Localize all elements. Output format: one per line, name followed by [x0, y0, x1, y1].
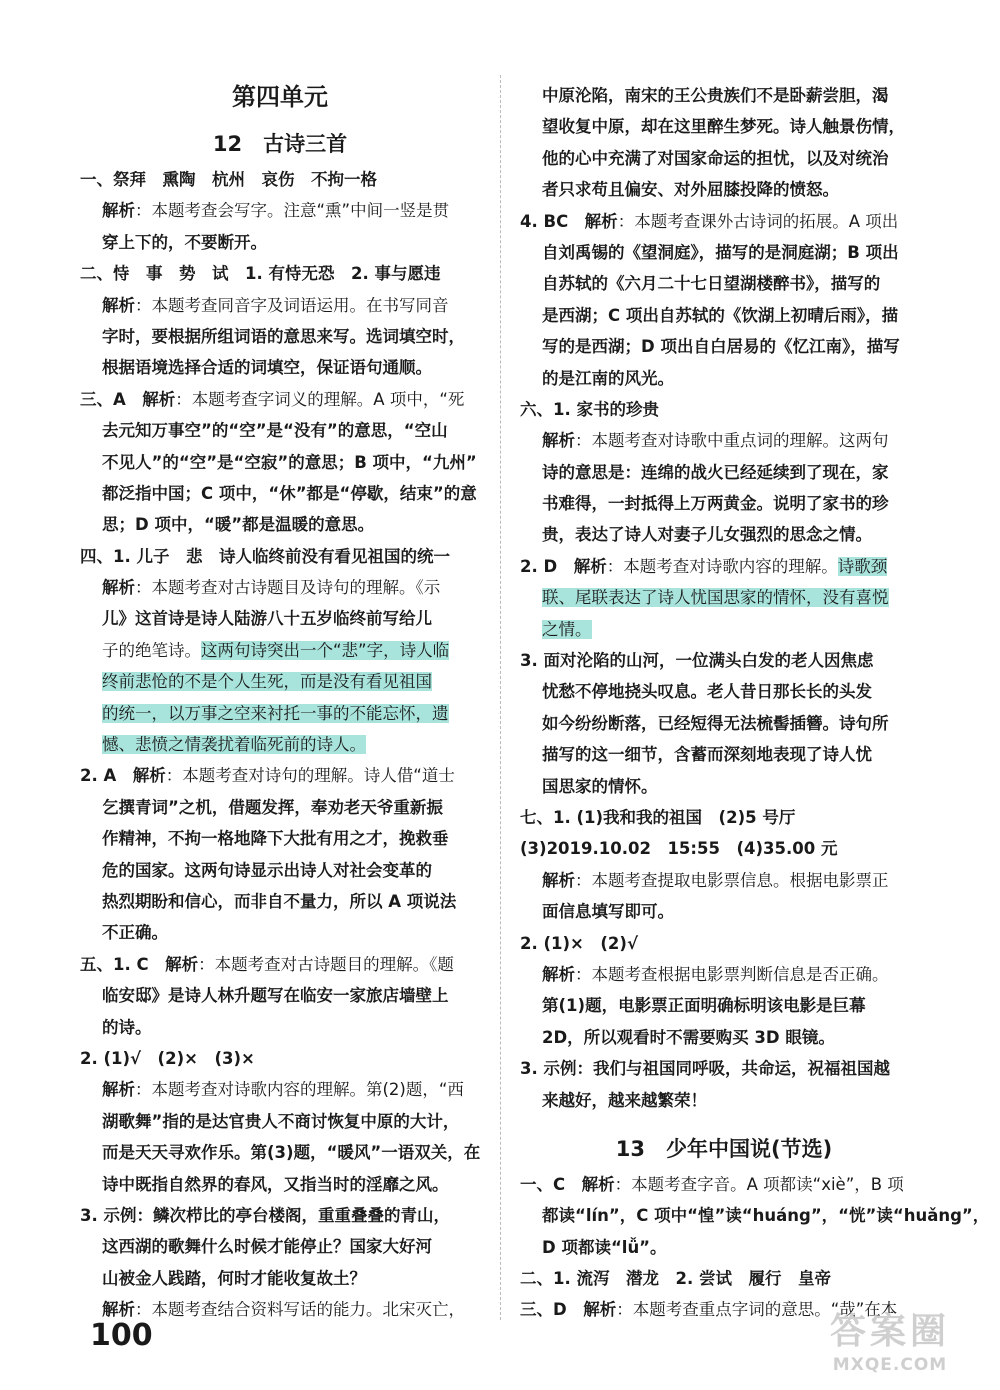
answer-line	[520, 300, 928, 331]
line-label: 贵，表达了诗人对妻子儿女强烈的思念之情。	[542, 525, 872, 545]
answer-line	[520, 206, 928, 237]
line-text: ：本题考查结合资料写话的能力。北宋灭亡，	[135, 1300, 465, 1320]
answer-line	[80, 886, 480, 917]
answer-line	[520, 394, 928, 425]
answer-line	[80, 917, 480, 948]
answer-line	[80, 195, 480, 226]
answer-line	[80, 1169, 480, 1200]
column-divider	[500, 75, 501, 1320]
answer-line	[80, 1012, 480, 1043]
line-label: 解析	[102, 201, 135, 221]
left-column	[80, 80, 480, 1325]
answer-line	[80, 949, 480, 980]
answer-line	[520, 1232, 928, 1263]
watermark-url: MXQE.COM	[832, 1355, 948, 1375]
right-column	[520, 80, 990, 1326]
answer-line	[80, 603, 480, 634]
answer-line	[80, 290, 480, 321]
line-label: 临安邸》是诗人林升题写在临安一家旅店墙壁上	[102, 986, 449, 1006]
answer-line	[520, 331, 928, 362]
answer-line	[520, 771, 928, 802]
answer-line	[520, 1200, 990, 1231]
line-label: 3. 面对沦陷的山河，一位满头白发的老人因焦虑	[520, 651, 874, 671]
line-label: 这西湖的歌舞什么时候才能停止？国家大好河	[102, 1237, 432, 1257]
line-label: 中原沦陷，南宋的王公贵族们不是卧薪尝胆，渴	[542, 86, 889, 105]
answer-line	[80, 321, 480, 352]
answer-line	[520, 268, 928, 299]
line-label: 3. 示例：鳞次栉比的亭台楼阁，重重叠叠的青山，	[80, 1205, 450, 1225]
line-label: 思；D 项中，“暖”都是温暖的意思。	[102, 515, 375, 535]
line-label: 乞撰青词”之机，借题发挥，奉劝老天爷重新振	[102, 797, 443, 817]
line-label: 2. (1)√ (2)× (3)×	[80, 1048, 255, 1068]
line-text: ：本题考查对古诗题目及诗句的理解。《示	[135, 578, 441, 598]
line-label: 不见人”的“空”是“空寂”的意思；B 项中，“九州”	[102, 452, 477, 472]
line-label: 七、1. (1)我和我的祖国 (2)5 号厅	[520, 807, 796, 827]
line-label: 4. BC 解析	[520, 211, 618, 231]
line-label: 者只求苟且偏安、对外屈膝投降的愤怒。	[542, 180, 839, 200]
line-label: 诗的意思是：连绵的战火已经延续到了现在，家	[542, 462, 889, 482]
line-label: 解析	[102, 578, 135, 598]
line-label: D 项都读“lǚ”。	[542, 1237, 667, 1257]
answer-line	[80, 729, 480, 760]
answer-line	[80, 227, 480, 258]
line-label: 如今纷纷断落，已经短得无法梳髻插簪。诗句所	[542, 713, 889, 733]
answer-line	[80, 855, 480, 886]
line-text: ：本题考查会写字。注意“熏”中间一竖是贯	[135, 201, 450, 221]
answer-line	[80, 572, 480, 603]
answer-line	[520, 676, 928, 707]
line-label: 2. D 解析	[520, 556, 607, 576]
line-text: ：本题考查字词义的理解。A 项中，“死	[175, 389, 465, 409]
line-label: 都读“lín”，C 项中“惶”读“huáng”，“恍”读“huǎng”，	[542, 1206, 990, 1226]
line-label: 危的国家。这两句诗显示出诗人对社会变革的	[102, 860, 432, 880]
answer-line	[80, 666, 480, 697]
line-text: ：本题考查对诗歌中重点词的理解。这两句	[575, 431, 889, 451]
line-label: 二、恃 事 势 试 1. 有恃无恐 2. 事与愿违	[80, 264, 441, 284]
answer-line	[520, 551, 928, 582]
answer-line	[520, 1263, 928, 1294]
line-label: 他的心中充满了对国家命运的担忧，以及对统治	[542, 148, 889, 168]
answer-line	[520, 1169, 928, 1200]
left-answer-lines	[80, 164, 480, 1325]
line-label: 2D，所以观看时不需要购买 3D 眼镜。	[542, 1027, 835, 1047]
line-label: 2. A 解析	[80, 766, 166, 786]
answer-line	[520, 1022, 928, 1053]
highlighted-text: 憾、悲愤之情袭扰着临死前的诗人。	[102, 735, 366, 755]
line-label: 不正确。	[102, 923, 168, 943]
line-label: 解析	[542, 870, 575, 890]
line-label: 穿上下的，不要断开。	[102, 232, 267, 252]
line-text: ：本题考查对诗句的理解。诗人借“道士	[165, 766, 455, 786]
line-label: 儿》这首诗是诗人陆游八十五岁临终前写给儿	[102, 609, 432, 629]
answer-line	[520, 645, 928, 676]
answer-line	[520, 143, 928, 174]
line-label: 四、1. 儿子 悲 诗人临终前没有看见祖国的统一	[80, 546, 450, 566]
answer-line	[520, 896, 928, 927]
answer-line	[80, 823, 480, 854]
answer-line	[520, 802, 928, 833]
answer-line	[80, 1074, 480, 1105]
line-label: 六、1. 家书的珍贵	[520, 399, 659, 419]
line-text: 子的绝笔诗。	[102, 640, 201, 660]
line-label: 望收复中原，却在这里醉生梦死。诗人触景伤情，	[542, 117, 905, 137]
line-label: (3)2019.10.02 15:55 (4)35.00 元	[520, 839, 838, 859]
line-label: 山被金人践踏，何时才能收复故土？	[102, 1268, 366, 1288]
highlighted-text: 诗歌颈	[837, 556, 888, 576]
highlighted-text: 终前悲怆的不是个人生死，而是没有看见祖国	[102, 672, 432, 692]
line-label: 解析	[542, 964, 575, 984]
line-text: ：本题考查课外古诗词的拓展。A 项出	[617, 211, 899, 231]
answer-line	[80, 1106, 480, 1137]
line-label: 作精神，不拘一格地降下大批有用之才，挽救垂	[102, 829, 449, 849]
line-label: 湖歌舞”指的是达官贵人不商讨恢复中原的大计，	[102, 1111, 460, 1131]
watermark-main: 答案圈	[829, 1311, 950, 1352]
answer-line	[520, 739, 928, 770]
answer-line	[520, 959, 928, 990]
answer-line	[80, 541, 480, 572]
line-label: 面信息填写即可。	[542, 902, 674, 922]
line-label: 自刘禹锡的《望洞庭》，描写的是洞庭湖；B 项出	[542, 242, 899, 262]
line-label: 2. (1)× (2)√	[520, 933, 638, 953]
answer-line	[520, 488, 928, 519]
line-label: 热烈期盼和信心，而非自不量力，所以 A 项说法	[102, 891, 457, 911]
line-label: 去元知万事空”的“空”是“没有”的意思，“空山	[102, 421, 448, 441]
line-label: 3. 示例：我们与祖国同呼吸，共命运，祝福祖国越	[520, 1059, 890, 1079]
answer-line	[80, 1137, 480, 1168]
line-label: 字时，要根据所组词语的意思来写。选词填空时，	[102, 326, 465, 346]
line-label: 书难得，一封抵得上万两黄金。说明了家书的珍	[542, 494, 889, 514]
answer-line	[80, 1231, 480, 1262]
page-number: 100	[90, 1318, 153, 1353]
line-label: 解析	[542, 431, 575, 451]
answer-line	[80, 635, 480, 666]
line-label: 一、C 解析	[520, 1174, 615, 1194]
answer-line	[520, 237, 928, 268]
answer-line	[520, 519, 928, 550]
answer-line	[80, 760, 480, 791]
line-label: 描写的这一细节，含蓄而深刻地表现了诗人忧	[542, 745, 872, 765]
line-label: 的是江南的风光。	[542, 368, 674, 388]
answer-line	[520, 425, 928, 456]
answer-line	[80, 1043, 480, 1074]
line-label: 一、祭拜 熏陶 杭州 哀伤 不拘一格	[80, 170, 377, 189]
line-text: ：本题考查对诗歌内容的理解。	[606, 556, 838, 576]
answer-line	[80, 447, 480, 478]
answer-line	[520, 990, 928, 1021]
answer-line	[80, 1200, 480, 1231]
answer-line	[80, 164, 480, 195]
line-label: 第(1)题，电影票正面明确标明该电影是巨幕	[542, 996, 866, 1016]
answer-line	[80, 352, 480, 383]
line-text: ：本题考查根据电影票判断信息是否正确。	[575, 964, 889, 984]
line-label: 忧愁不停地挠头叹息。老人昔日那长长的头发	[542, 682, 872, 702]
line-label: 自苏轼的《六月二十七日望湖楼醉书》，描写的	[542, 274, 881, 294]
lesson-13-answer-lines	[520, 1169, 990, 1326]
answer-line	[80, 1263, 480, 1294]
answer-line	[80, 698, 480, 729]
answer-line	[520, 1085, 928, 1116]
answer-line	[80, 415, 480, 446]
answer-line	[520, 708, 928, 739]
line-label: 二、1. 流泻 潜龙 2. 尝试 履行 皇帝	[520, 1269, 831, 1289]
line-label: 解析	[102, 295, 135, 315]
answer-line	[520, 582, 928, 613]
answer-line	[80, 980, 480, 1011]
line-label: 解析	[102, 1300, 135, 1320]
line-label: 写的是西湖；D 项出自白居易的《忆江南》，描写	[542, 337, 900, 357]
highlighted-text: 联、尾联表达了诗人忧国思家的情怀，没有喜悦	[542, 588, 889, 608]
answer-line	[520, 457, 928, 488]
highlighted-text: 这两句诗突出一个“悲”字，诗人临	[201, 640, 450, 660]
line-label: 都泛指中国；C 项中，“休”都是“停歇，结束”的意	[102, 483, 477, 503]
answer-line	[520, 928, 928, 959]
answer-line	[520, 363, 928, 394]
lesson-13-title: 13 少年中国说(节选)	[615, 1136, 833, 1161]
line-label: 国思家的情怀。	[542, 776, 658, 796]
line-label: 解析	[102, 1080, 135, 1100]
answer-line	[520, 865, 928, 896]
line-text: ：本题考查重点字词的意思。“哉”在本	[616, 1300, 898, 1320]
line-label: 是西湖；C 项出自苏轼的《饮湖上初晴后雨》，描	[542, 305, 899, 325]
answer-line	[520, 833, 928, 864]
answer-line	[80, 478, 480, 509]
answer-line	[520, 111, 928, 142]
line-text: ：本题考查对古诗题目的理解。《题	[198, 954, 454, 974]
line-text: ：本题考查字音。A 项都读“xiè”，B 项	[614, 1174, 904, 1194]
line-label: 根据语境选择合适的词填空，保证语句通顺。	[102, 358, 432, 378]
answer-line	[520, 1053, 928, 1084]
answer-line	[520, 174, 928, 205]
line-label: 诗中既指自然界的春风，又指当时的淫靡之风。	[102, 1174, 449, 1194]
answer-line	[520, 614, 928, 645]
highlighted-text: 的统一，以万事之空来衬托一事的不能忘怀，遗	[102, 703, 449, 723]
answer-line	[80, 792, 480, 823]
answer-line	[80, 384, 480, 415]
line-text: ：本题考查同音字及词语运用。在书写同音	[135, 295, 449, 315]
line-label: 来越好，越来越繁荣！	[542, 1090, 707, 1110]
unit-title: 第四单元	[232, 83, 328, 111]
line-label: 五、1. C 解析	[80, 954, 199, 974]
line-text: ：本题考查对诗歌内容的理解。第(2)题，“西	[135, 1080, 464, 1100]
line-label: 的诗。	[102, 1017, 152, 1037]
watermark-logo	[800, 1310, 980, 1385]
right-answer-lines	[520, 80, 928, 1116]
line-label: 三、D 解析	[520, 1300, 617, 1320]
answer-line	[80, 509, 480, 540]
highlighted-text: 之情。	[542, 619, 592, 639]
answer-line	[80, 258, 480, 289]
answer-line	[520, 80, 928, 111]
line-label: 三、A 解析	[80, 389, 176, 409]
line-text: ：本题考查提取电影票信息。根据电影票正	[575, 870, 889, 890]
line-label: 而是天天寻欢作乐。第(3)题，“暖风”一语双关，在	[102, 1143, 481, 1163]
lesson-12-title: 12 古诗三首	[212, 132, 348, 156]
